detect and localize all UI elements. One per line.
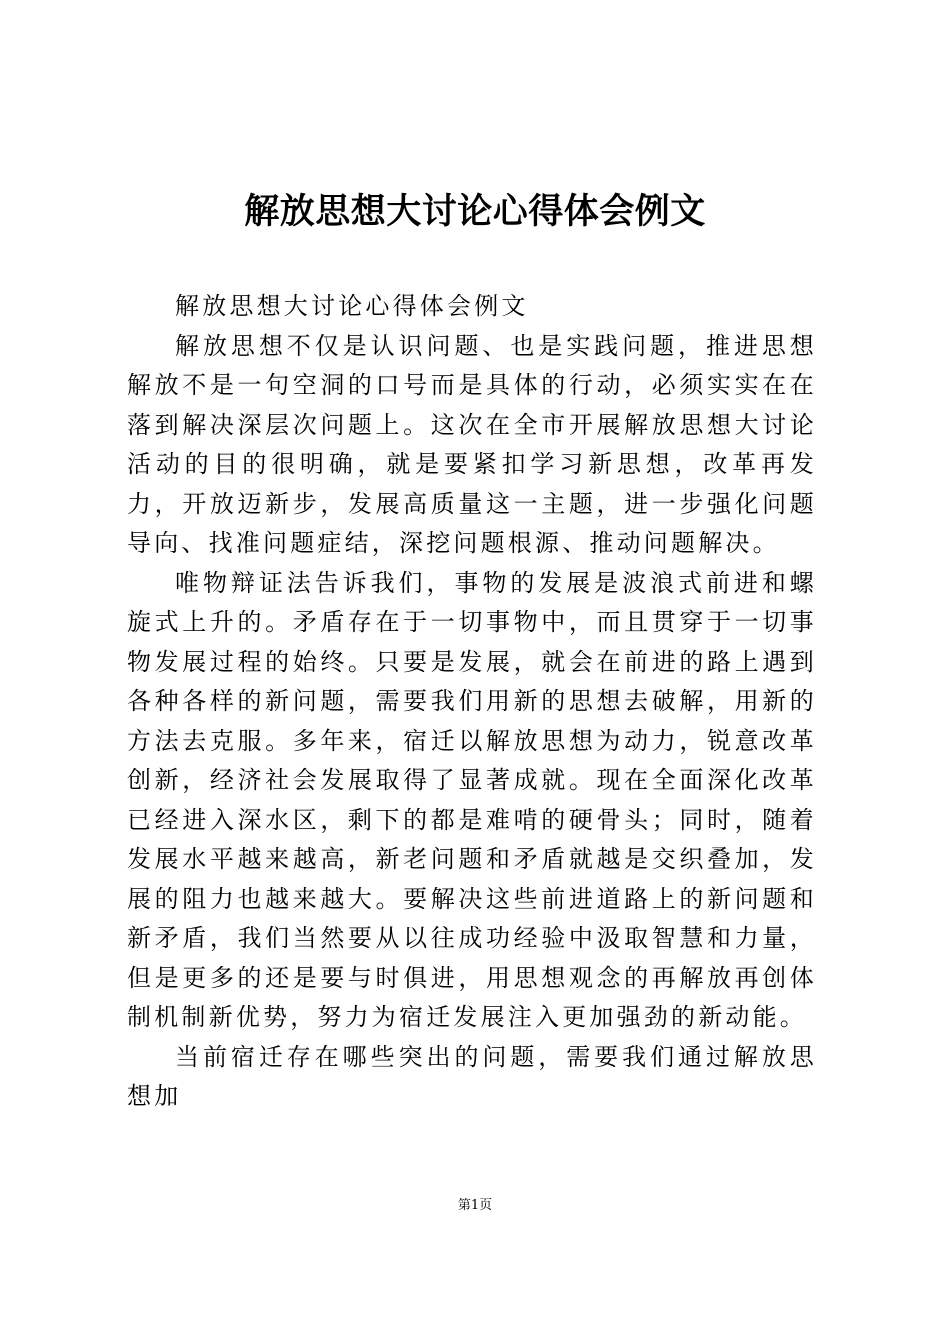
document-body — [127, 287, 817, 1117]
paragraph: 唯物辩证法告诉我们，事物的发展是波浪式前进和螺旋式上升的。矛盾存在于一切事物中，而且贯穿于一切事物发展过程的始终。只要是发展，就会在前进的路上遇到各种各样的新问题，需要我们用新的思想去破解，用新的方法去克服。多年来，宿迁以解放思想为动力，锐意改革创新，经济社会发展取得了显著成就。现在全面深化改革已经进入深水区，剩下的都是难啃的硬骨头；同时，随着发展水平越来越高，新老问题和矛盾就越是交织叠加，发展的阻力也越来越大。要解决这些前进道路上的新问题和新矛盾，我们当然要从以往成功经验中汲取智慧和力量，但是更多的还是要与时俱进，用思想观念的再解放再创体制机制新优势，努力为宿迁发展注入更加强劲的新动能。 — [127, 568, 817, 1031]
paragraph-subtitle: 解放思想大讨论心得体会例文 — [175, 292, 529, 320]
page-number: 第1页 — [457, 1198, 493, 1213]
paragraph: 解放思想不仅是认识问题、也是实践问题，推进思想解放不是一句空洞的口号而是具体的行动，必须实实在在落到解决深层次问题上。这次在全市开展解放思想大讨论活动的目的很明确，就是要紧扣学习新思想，改革再发力，开放迈新步，发展高质量这一主题，进一步强化问题导向、找准问题症结，深挖问题根源、推动问题解决。 — [127, 331, 817, 557]
paragraph: 当前宿迁存在哪些突出的问题，需要我们通过解放思想加 — [127, 1042, 817, 1110]
document-title: 解放思想大讨论心得体会例文 — [244, 191, 706, 232]
